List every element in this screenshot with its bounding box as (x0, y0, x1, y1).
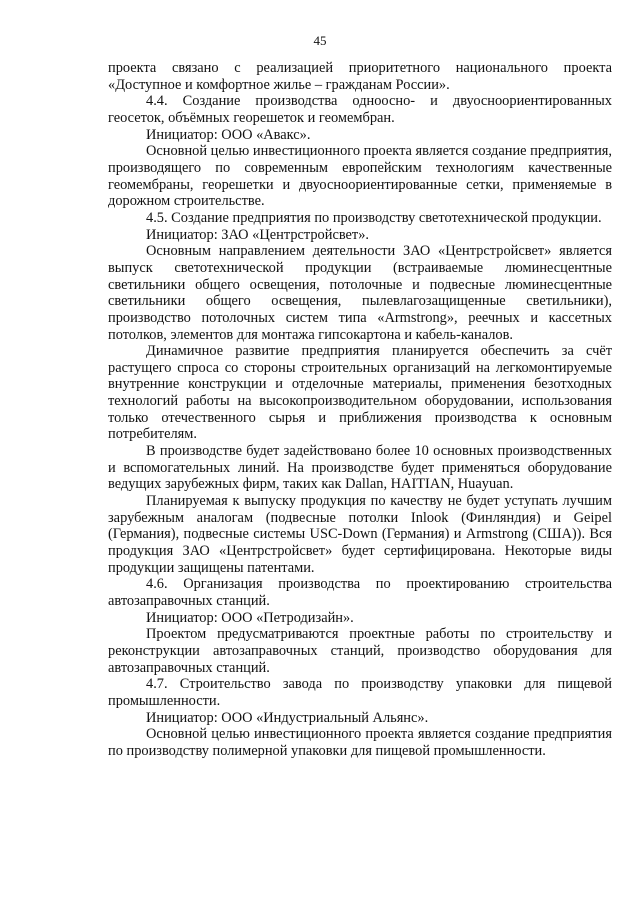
section-4-6-heading: 4.6. Организация производства по проектированию строительства автозаправочных станций. (108, 576, 612, 609)
section-4-7-heading: 4.7. Строительство завода по производству упаковки для пищевой промышленности. (108, 676, 612, 709)
initiator-tsentrstroysvet: Инициатор: ЗАО «Центрстройсвет». (146, 226, 370, 243)
paragraph-avaks-goal: Основной целью инвестиционного проекта является создание предприятия, производящего по современным европейским технологиям качественные геомембраны, георешетки и двуосноориентированные сетки, применяемые в дорожном строительстве. (108, 143, 612, 210)
paragraph-1: проекта связано с реализацией приоритетного национального проекта «Доступное и комфортное жилье – гражданам России». (108, 60, 612, 93)
section-4-5-heading: 4.5. Создание предприятия по производству светотехнической продукции. (146, 209, 602, 226)
initiator-avaks: Инициатор: ООО «Авакс». (146, 126, 311, 143)
paragraph-tsentrstroysvet-activity: Основным направлением деятельности ЗАО «Центрстройсвет» является выпуск светотехнической продукции (встраиваемые люминесцентные светильники общего освещения, потолочные и подвесные люминесцентные светильники общего освещения, пылевлагозащищенные светильники), производство потолочных систем типа «Armstrong», реечных и кассетных потолков, элементов для монтажа гипсокартона и кабель-каналов. (108, 243, 612, 343)
initiator-industrialny-alyans: Инициатор: ООО «Индустриальный Альянс». (146, 709, 429, 726)
paragraph-alyans-goal: Основной целью инвестиционного проекта является создание предприятия по производству полимерной упаковки для пищевой промышленности. (108, 726, 612, 759)
section-4-4-heading: 4.4. Создание производства одноосно- и двуосноориентированных геосеток, объёмных георешеток и геомембран. (108, 93, 612, 126)
paragraph-product-quality: Планируемая к выпуску продукция по качеству не будет уступать лучшим зарубежным аналогам (подвесные потолки Inlook (Финляндия) и Geipel (Германия), подвесные системы USC-Down (Германия) и Armstrong (США)). Вся продукция ЗАО «Центрстройсвет» будет сертифицирована. Некоторые виды продукции защищены патентами. (108, 493, 612, 576)
page-number: 45 (313, 33, 327, 48)
body-text (108, 60, 612, 760)
paragraph-development: Динамичное развитие предприятия планируется обеспечить за счёт растущего спроса со стороны строительных организаций на легкомонтируемые внутренние конструкции и отделочные материалы, применения безотходных технологий работы на высокопроизводительном оборудовании, использования только отечественного сырья и приближения производства к основным потребителям. (108, 343, 612, 443)
paragraph-production-lines: В производстве будет задействовано более 10 основных производственных и вспомогательных линий. На производстве будет применяться оборудование ведущих зарубежных фирм, таких как Dallan, HAITIAN, Huayuan. (108, 443, 612, 493)
initiator-petrodizayn: Инициатор: ООО «Петродизайн». (146, 609, 354, 626)
paragraph-petrodizayn-project: Проектом предусматриваются проектные работы по строительству и реконструкции автозаправочных станций, производство оборудования для автозаправочных станций. (108, 626, 612, 676)
